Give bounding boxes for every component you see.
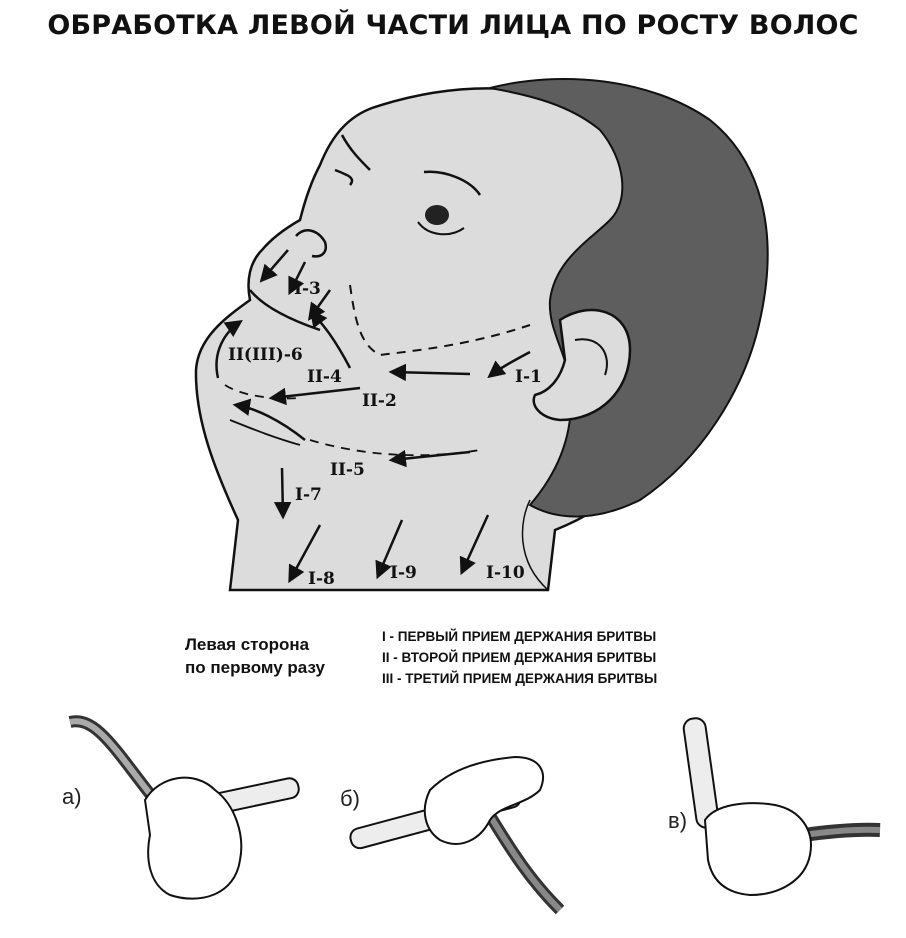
legend-item-i: I - ПЕРВЫЙ ПРИЕМ ДЕРЖАНИЯ БРИТВЫ (382, 629, 657, 644)
grip-label-b: б) (340, 786, 360, 811)
label-i1: I-1 (515, 367, 542, 387)
legend-item-ii: II - ВТОРОЙ ПРИЕМ ДЕРЖАНИЯ БРИТВЫ (382, 650, 657, 665)
grip-a-illustration (70, 721, 300, 898)
label-i3: I-3 (294, 279, 321, 299)
grip-b-illustration (348, 757, 560, 910)
legend-item-iii: III - ТРЕТИЙ ПРИЕМ ДЕРЖАНИЯ БРИТВЫ (382, 671, 658, 686)
label-i7: I-7 (295, 485, 322, 505)
label-i8: I-8 (308, 569, 335, 589)
grip-label-c: в) (668, 808, 688, 833)
label-ii4: II-4 (307, 367, 342, 387)
grip-label-a: а) (62, 784, 82, 809)
eye (425, 205, 449, 225)
grip-c-illustration (682, 717, 880, 895)
label-ii2: II-2 (362, 391, 397, 411)
side-caption-line-1: Левая сторона (185, 635, 310, 654)
legend (382, 626, 657, 689)
side-caption-line-2: по первому разу (185, 658, 325, 677)
label-i10: I-10 (486, 563, 525, 583)
arrow-i7 (282, 468, 283, 516)
side-caption (185, 633, 325, 679)
label-i9: I-9 (390, 563, 417, 583)
page-title: ОБРАБОТКА ЛЕВОЙ ЧАСТИ ЛИЦА ПО РОСТУ ВОЛОС (47, 10, 859, 41)
label-ii-iii-6: II(III)-6 (228, 345, 303, 365)
label-ii5: II-5 (330, 460, 365, 480)
